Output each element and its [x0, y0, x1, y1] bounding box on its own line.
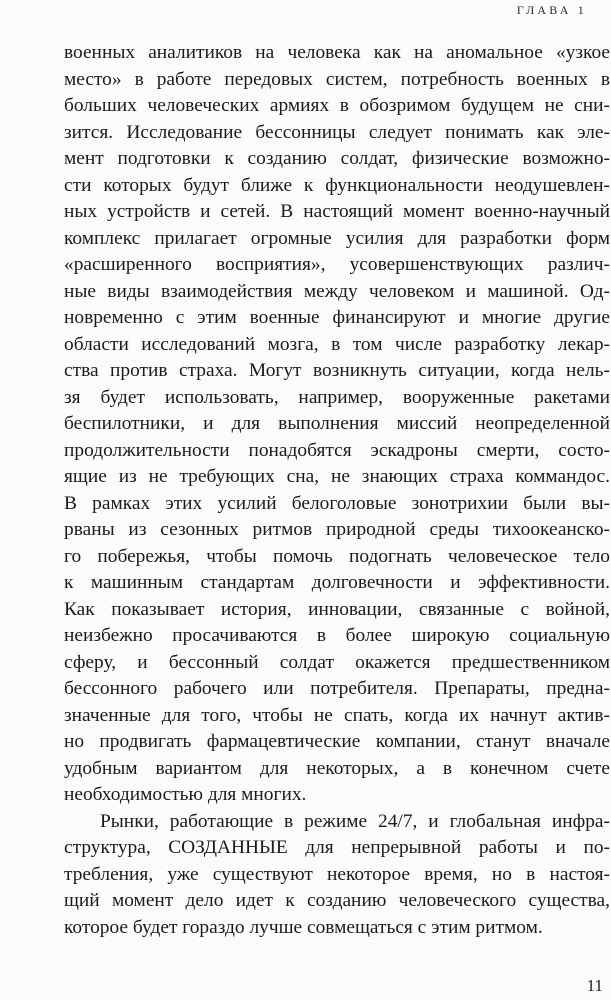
- text-line: необходимостью для многих.: [64, 784, 307, 805]
- text-line: ящие из не требующих сна, не знающих страха коммандос.: [64, 466, 610, 487]
- text-line: которое будет гораздо лучше совмещаться с этим ритмом.: [64, 916, 543, 938]
- text-line: рваны из сезонных ритмов природной среды тихоокеанско-: [64, 519, 610, 540]
- text-line: беспилотники, и для выполнения миссий неопределенной: [64, 413, 610, 434]
- text-line: комплекс прилагает огромные усилия для разработки форм: [64, 227, 610, 249]
- text-line: к машинным стандартам долговечности и эффективности.: [64, 572, 610, 593]
- text-line: военных аналитиков на человека как на аномальное «узкое: [64, 42, 610, 63]
- text-line: Рынки, работающие в режиме 24/7, и глобальная инфра-: [100, 810, 610, 832]
- text-line: больших человеческих армиях в обозримом будущем не сни-: [64, 95, 610, 116]
- text-line: мент подготовки к созданию солдат, физические возможно-: [64, 148, 610, 169]
- text-line: «расширенного восприятия», усовершенствующих различ-: [64, 254, 610, 275]
- text-line: зя будет использовать, например, вооруженные ракетами: [64, 386, 610, 408]
- text-line: удобным вариантом для некоторых, а в конечном счете: [64, 757, 610, 779]
- text-line: щий момент дело идет к созданию человеческого существа,: [64, 890, 610, 911]
- text-line: сти которых будут ближе к функциональности неодушевлен-: [64, 174, 610, 196]
- text-line: неизбежно просачиваются в более широкую социальную: [64, 625, 610, 646]
- text-line: го побережья, чтобы помочь подогнать человеческое тело: [64, 545, 610, 567]
- text-line: структура, СОЗДАННЫЕ для непрерывной работы и по-: [64, 837, 610, 858]
- text-line: области исследований мозга, в том числе разработку лекар-: [64, 333, 610, 355]
- text-line: ные виды взаимодействия между человеком и машиной. Од-: [64, 280, 610, 302]
- text-line: но продвигать фармацевтические компании, станут вначале: [64, 731, 610, 752]
- text-line: продолжительности понадобятся эскадроны смерти, состо-: [64, 439, 610, 461]
- text-line: ных устройств и сетей. В настоящий момент военно-научный: [64, 201, 610, 222]
- text-line: бессонного рабочего или потребителя. Препараты, предна-: [64, 678, 610, 699]
- text-line: требления, уже существуют некоторое время, но в настоя-: [64, 863, 610, 885]
- paragraph-2: [64, 809, 610, 942]
- page-number: 11: [586, 976, 603, 995]
- text-line: место» в работе передовых систем, потребность военных в: [64, 68, 610, 90]
- text-line: новременно с этим военные финансируют и многие другие: [64, 307, 610, 328]
- text-line: Как показывает история, инновации, связанные с войной,: [64, 598, 610, 620]
- running-head: ГЛАВА 1: [516, 3, 587, 17]
- text-line: сферу, и бессонный солдат окажется предшественником: [64, 651, 610, 673]
- text-line: ства против страха. Могут возникнуть ситуации, когда нель-: [64, 360, 610, 381]
- body-text: [64, 40, 610, 941]
- paragraph-1: [64, 40, 610, 809]
- text-line: значенные для того, чтобы не спать, когда их начнут актив-: [64, 704, 610, 726]
- text-line: В рамках этих усилий белоголовые зонотрихии были вы-: [64, 492, 610, 514]
- text-line: зится. Исследование бессонницы следует понимать как эле-: [64, 121, 610, 143]
